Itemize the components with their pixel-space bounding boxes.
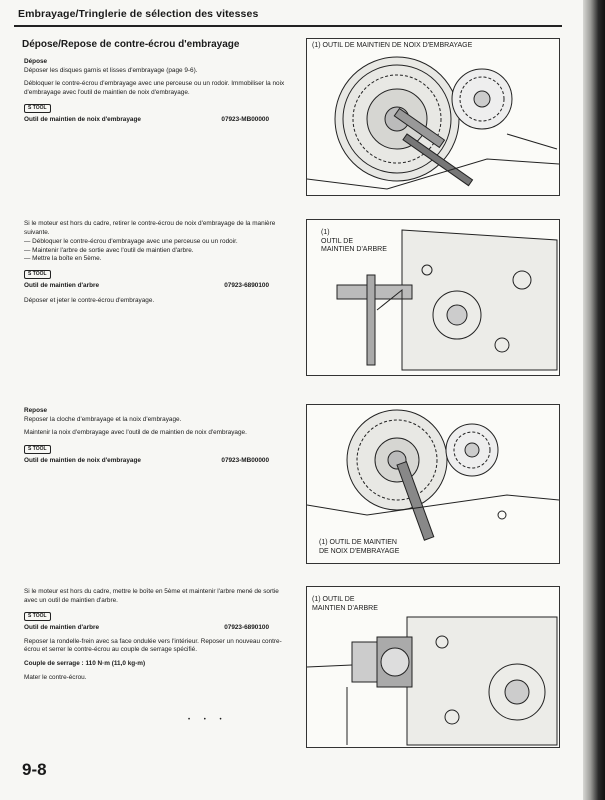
- figure-shaft-holder-install: [306, 586, 560, 748]
- removal-paragraph-2: Débloquer le contre-écrou d'embrayage avec une perceuse ou un rodoir. Immobiliser la noix d'embrayage avec l'outil de maintien de noix d'embrayage.: [24, 80, 285, 96]
- special-tool-badge: S TOOL: [24, 270, 51, 279]
- special-tool-badge: S TOOL: [24, 612, 51, 621]
- section-title: Dépose/Repose de contre-écrou d'embrayage: [22, 39, 240, 50]
- installation-subtitle: Repose: [24, 407, 48, 414]
- torque-spec: Couple de serrage : 110 N·m (11,0 kg-m): [24, 659, 146, 667]
- stake-nut-paragraph: Mater le contre-écrou.: [24, 673, 87, 681]
- tool-number: 07923-MB00000: [221, 116, 269, 124]
- page-header-title: Embrayage/Tringlerie de sélection des vitesses: [18, 8, 259, 20]
- tool-reference: [24, 624, 269, 633]
- engine-out-install-paragraph: Si le moteur est hors du cadre, mettre le boîte en 5ème et maintenir l'arbre mené de sortie avec un outil de maintien d'arbre.: [24, 588, 279, 604]
- step-bullet: — Débloquer le contre-écrou d'embrayage avec une perceuse ou un rodoir.: [24, 238, 238, 246]
- tool-reference: [24, 116, 269, 125]
- tool-name: Outil de maintien de noix d'embrayage: [24, 456, 141, 464]
- special-tool-badge: S TOOL: [24, 104, 51, 113]
- figure-caption: (1) OUTIL DE MAINTIEN DE NOIX D'EMBRAYAGE: [319, 539, 400, 555]
- page-number: 9-8: [22, 760, 47, 779]
- clutch-illustration: [307, 39, 559, 195]
- step-bullet: — Maintenir l'arbre de sortie avec l'outil de maintien d'arbre.: [24, 246, 194, 254]
- figure-caption: (1) OUTIL DE MAINTIEN D'ARBRE: [321, 229, 387, 253]
- figure-shaft-holder: [306, 219, 560, 376]
- installation-paragraph-2: Maintenir la noix d'embrayage avec l'outil de de maintien de noix d'embrayage.: [24, 429, 247, 437]
- engine-out-paragraph: Si le moteur est hors du cadre, retirer le contre-écrou de noix d'embrayage de la manière suivante.: [24, 220, 276, 236]
- figure-caption: (1) OUTIL DE MAINTIEN DE NOIX D'EMBRAYAGE: [312, 42, 473, 49]
- tool-name: Outil de maintien d'arbre: [24, 281, 100, 289]
- tool-reference: [24, 282, 269, 291]
- removal-block: [24, 58, 294, 130]
- installation-paragraph-1: Reposer la cloche d'embrayage et la noix d'embrayage.: [24, 415, 182, 423]
- figure-caption: (1) OUTIL DE MAINTIEN D'ARBRE: [312, 596, 378, 612]
- installation-block: [24, 407, 294, 470]
- tool-number: 07923-MB00000: [221, 456, 269, 464]
- tool-name: Outil de maintien d'arbre: [24, 624, 100, 632]
- tool-number: 07923-6890100: [224, 624, 269, 632]
- figure-clutch-holder-install: [306, 404, 560, 564]
- lockwasher-paragraph: Reposer la rondelle-frein avec sa face ondulée vers l'intérieur. Reposer un nouveau contre-écrou et serrer le contre-écrou au couple de serrage spécifié.: [24, 637, 282, 654]
- engine-out-removal-block: [24, 220, 294, 310]
- figure-clutch-holder-removal: [306, 38, 560, 196]
- special-tool-badge: S TOOL: [24, 445, 51, 454]
- stray-dots: • • •: [188, 717, 228, 723]
- tool-reference: [24, 457, 269, 466]
- engine-out-installation-block: [24, 588, 294, 687]
- tool-name: Outil de maintien de noix d'embrayage: [24, 116, 141, 124]
- discard-nut-paragraph: Déposer et jeter le contre-écrou d'embrayage.: [24, 296, 155, 304]
- removal-paragraph-1: Déposer les disques garnis et lisses d'embrayage (page 9-6).: [24, 66, 198, 74]
- header-rule: [14, 25, 562, 27]
- step-bullet: — Mettre la boîte en 5ème.: [24, 255, 102, 263]
- tool-number: 07923-6890100: [224, 281, 269, 289]
- page-edge-shadow: [583, 0, 605, 800]
- removal-subtitle: Dépose: [24, 58, 48, 65]
